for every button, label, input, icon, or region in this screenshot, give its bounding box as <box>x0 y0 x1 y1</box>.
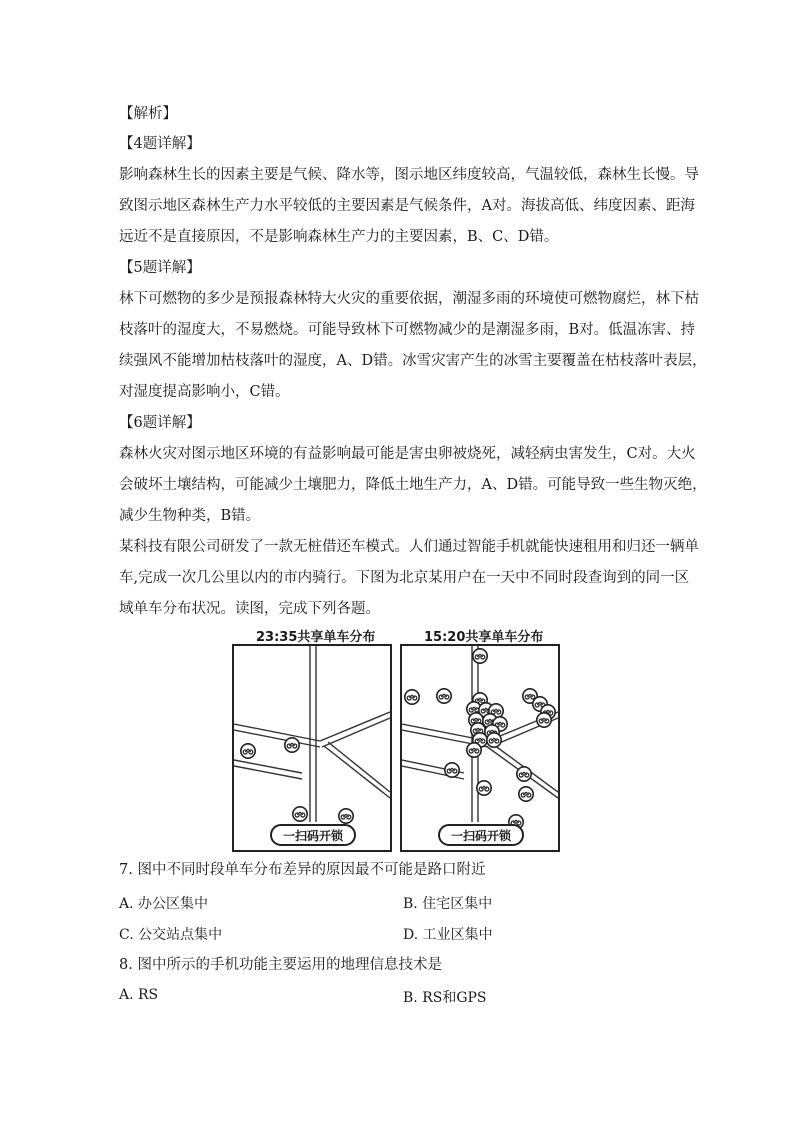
scan-unlock-button[interactable]: 一扫码开锁 <box>270 824 356 846</box>
right-map-title: 15:20共享单车分布 <box>424 630 544 645</box>
bike-icon <box>444 762 460 782</box>
q4-heading: 【4题详解】 <box>119 136 201 152</box>
road-network <box>234 646 390 850</box>
bike-icon <box>240 743 256 763</box>
analysis-heading: 【解析】 <box>119 106 177 122</box>
q7-stem: 7. 图中不同时段单车分布差异的原因最不可能是路口附近 <box>119 862 486 878</box>
bike-icon <box>284 737 300 757</box>
q4-line: 致图示地区森林生产力水平较低的主要因素是气候条件，A对。海拔高低、纬度因素、距海 <box>119 198 695 214</box>
scan-unlock-button[interactable]: 一扫码开锁 <box>438 824 524 846</box>
q7-option-a[interactable]: A. 办公区集中 <box>119 896 209 912</box>
q7-option-c[interactable]: C. 公交站点集中 <box>119 927 223 943</box>
map-panel-1520 <box>400 644 560 852</box>
bike-icon <box>516 766 532 786</box>
q5-line: 对湿度提高影响小，C错。 <box>119 384 290 400</box>
q6-line: 减少生物种类，B错。 <box>119 508 261 524</box>
q8-stem: 8. 图中所示的手机功能主要运用的地理信息技术是 <box>119 957 442 973</box>
q5-heading: 【5题详解】 <box>119 260 201 276</box>
bike-icon <box>536 712 552 732</box>
q5-line: 枝落叶的湿度大，不易燃烧。可能导致林下可燃物减少的是潮湿多雨，B对。低温冻害、持 <box>119 322 696 338</box>
q6-line: 会破坏土壤结构，可能减少土壤肥力，降低土地生产力，A、D错。可能导致一些生物灭绝， <box>119 477 707 493</box>
bike-distribution-figure <box>230 626 566 854</box>
map-panel-2335 <box>232 644 392 852</box>
passage-line: 车,完成一次几公里以内的市内骑行。下图为北京某用户在一天中不同时段查询到的同一区 <box>119 570 690 586</box>
q5-line: 林下可燃物的多少是预报森林特大火灾的重要依据，潮湿多雨的环境使可燃物腐烂，林下枯 <box>119 291 699 307</box>
bike-icon <box>476 780 492 800</box>
q6-line: 森林火灾对图示地区环境的有益影响最可能是害虫卵被烧死，减轻病虫害发生，C对。大火 <box>119 446 696 462</box>
bike-icon <box>466 742 482 762</box>
q4-line: 影响森林生长的因素主要是气候、降水等，图示地区纬度较高，气温较低，森林生长慢。导 <box>119 167 699 183</box>
bike-icon <box>404 689 420 709</box>
bike-icon <box>472 648 488 668</box>
q7-option-d[interactable]: D. 工业区集中 <box>403 927 493 943</box>
q6-heading: 【6题详解】 <box>119 415 201 431</box>
bike-icon <box>436 688 452 708</box>
q4-line: 远近不是直接原因，不是影响森林生产力的主要因素，B、C、D错。 <box>119 229 559 245</box>
left-map-title: 23:35共享单车分布 <box>256 630 376 645</box>
passage-line: 域单车分布状况。读图，完成下列各题。 <box>119 601 380 617</box>
bike-icon <box>292 806 308 826</box>
q5-line: 续强风不能增加枯枝落叶的湿度，A、D错。冰雪灾害产生的冰雪主要覆盖在枯枝落叶表层， <box>119 353 707 369</box>
q8-option-b[interactable]: B. RS和GPS <box>403 990 487 1006</box>
q7-option-b[interactable]: B. 住宅区集中 <box>403 896 493 912</box>
passage-line: 某科技有限公司研发了一款无桩借还车模式。人们通过智能手机就能快速租用和归还一辆单 <box>119 539 699 555</box>
q8-option-a[interactable]: A. RS <box>119 987 159 1003</box>
bike-icon <box>518 786 534 806</box>
bike-icon <box>486 732 502 752</box>
